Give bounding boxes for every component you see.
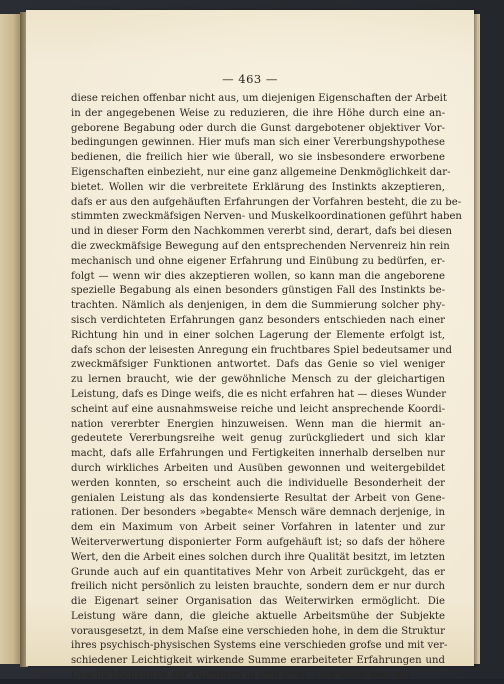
text-line: stimmten zweckmäfsigen Nerven- und Muskelkoordinationen geführt haben — [71, 211, 462, 223]
text-line: freilich nicht persönlich zu leisten brauchte, sondern dem er nur durch — [71, 581, 445, 593]
text-line: Eigenschaften einbezieht, nur eine ganz allgemeine Denkmöglichkeit dar- — [71, 166, 451, 178]
text-line: Richtung hin und in einer solchen Lagerung der Elemente erfolgt ist, — [71, 329, 445, 341]
text-line: gedeutete Vererbungsreihe weit genug zurückgliedert und sich klar — [71, 433, 445, 445]
text-line: bietet. Wollen wir die verbreitete Erklärung des Instinkts akzeptieren, — [71, 181, 445, 193]
text-line: geborene Begabung oder durch die Gunst dargebotener objektiver Vor- — [71, 122, 445, 134]
text-line: zweckmäfsiger Funktionen antwortet. Dafs das Genie so viel weniger — [71, 359, 445, 371]
text-line: Wert, den die Arbeit eines solchen durch ihre Qualität besitzt, im letzten — [71, 551, 445, 563]
text-line: vorausgesetzt, in dem Maſse eine verschieden hohe, in dem die Struktur — [71, 625, 445, 637]
text-line: bedienen, die freilich hier wie überall, wo sie insbesondere erworbene — [71, 152, 445, 164]
facing-page-edge — [0, 14, 22, 664]
text-line: die Eigenart seiner Organisation das Weiterwirken ermöglicht. Die — [71, 596, 445, 608]
text-line: scheint auf eine ausnahmsweise reiche und leicht ansprechende Koordi- — [71, 403, 445, 415]
text-line: diese reichen offenbar nicht aus, um diejenigen Eigenschaften der Arbeit — [71, 93, 447, 104]
page-number-header: — 463 — — [222, 72, 278, 86]
text-line: dafs er aus den aufgehäuften Erfahrungen der Vorfahren besteht, die zu be- — [71, 196, 462, 208]
text-line: Geschicklichkeiten der Vorfahren in sich birgt. Und wenn man die — [71, 670, 411, 682]
text-line: macht, dafs alle Erfahrungen und Fertigkeiten innerhalb derselben nur — [71, 448, 445, 460]
text-line: spezielle Begabung als einen besonders günstigen Fall des Instinkts be- — [71, 285, 445, 297]
text-line: die zweckmäfsige Bewegung auf den entsprechenden Nervenreiz hin rein — [71, 240, 450, 252]
text-line: Leistung, dafs es Dinge weifs, die es nicht erfahren hat — dieses Wunder — [71, 388, 447, 400]
text-line: trachten. Nämlich als denjenigen, in dem die Summierung solcher phy- — [71, 300, 445, 312]
text-line: ihres psychisch-physischen Systems eine verschieden grofse und mit ver- — [71, 640, 448, 652]
text-line: werden konnten, so erscheint auch die individuelle Besonderheit der — [71, 477, 445, 489]
text-line: mechanisch und ohne eigener Erfahrung und Einübung zu bedürfen, er- — [71, 255, 445, 267]
text-line: zu lernen braucht, wie der gewöhnliche Mensch zu der gleichartigen — [71, 374, 445, 386]
text-line: Weiterverwertung disponierter Form aufgehäuft ist; so dafs der höhere — [71, 536, 445, 548]
text-line: dafs schon der leisesten Anregung ein fruchtbares Spiel bedeutsamer und — [71, 344, 452, 356]
text-line: sisch verdichteten Erfahrungen ganz besonders entschieden nach einer — [71, 314, 445, 326]
text-line: Grunde auch auf ein quantitatives Mehr von Arbeit zurückgeht, das er — [71, 566, 445, 578]
text-line: bedingungen gewinnen. Hier mufs man sich einer Vererbungshypothese — [71, 137, 445, 149]
text-line: und in dieser Form den Nachkommen vererbt sind, derart, dafs bei diesen — [71, 226, 452, 238]
text-line: schiedener Leichtigkeit wirkende Summe erarbeiteter Erfahrungen und — [71, 655, 445, 667]
text-line: rationen. Der besonders »begabte« Mensch wäre demnach derjenige, in — [71, 507, 445, 519]
text-line: durch wirkliches Arbeiten und Ausüben gewonnen und weitergebildet — [71, 462, 445, 474]
text-line: dem ein Maximum von Arbeit seiner Vorfahren in latenter und zur — [71, 522, 445, 534]
book-page — [26, 10, 474, 682]
text-line: in der angegebenen Weise zu reduzieren, die ihre Höhe durch eine an- — [71, 107, 445, 119]
text-line: nation vererbter Energien hinzuweisen. Wenn man die hiermit an- — [71, 418, 445, 430]
text-line: genialen Leistung als das kondensierte Resultat der Arbeit von Gene- — [71, 492, 445, 504]
text-line: Leistung wäre dann, die gleiche aktuelle Arbeitsmühe der Subjekte — [71, 610, 445, 622]
body-text — [71, 92, 462, 684]
text-line: folgt — wenn wir dies akzeptieren wollen, so kann man die angeborene — [71, 270, 445, 282]
